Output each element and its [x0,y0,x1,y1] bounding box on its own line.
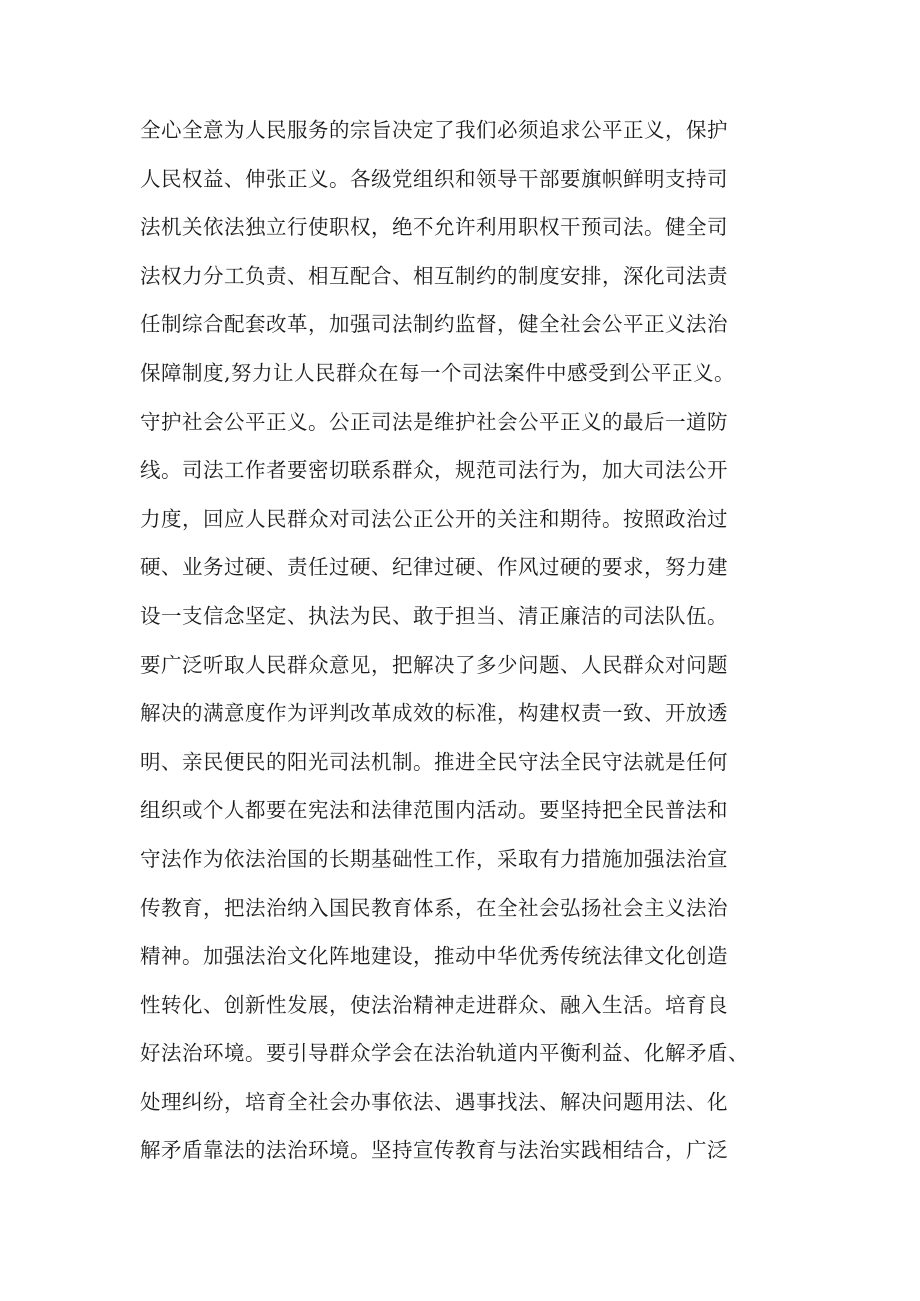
text-line: 全心全意为人民服务的宗旨决定了我们必须追求公平正义，保护 [140,118,728,142]
text-line: 好法治环境。要引导群众学会在法治轨道内平衡利益、化解矛盾、 [140,1041,749,1066]
text-line: 法权力分工负责、相互配合、相互制约的制度安排，深化司法责 [140,263,728,288]
text-line: 传教育，把法治纳入国民教育体系，在全社会弘扬社会主义法治 [140,895,728,920]
body-text [140,106,800,1175]
text-line: 力度，回应人民群众对司法公正公开的关注和期待。按照政治过 [140,506,728,531]
text-line: 精神。加强法治文化阵地建设，推动中华优秀传统法律文化创造 [140,944,728,969]
text-line: 处理纠纷，培育全社会办事依法、遇事找法、解决问题用法、化 [140,1089,728,1114]
text-line: 设一支信念坚定、执法为民、敢于担当、清正廉洁的司法队伍。 [140,603,728,628]
text-line: 硬、业务过硬、责任过硬、纪律过硬、作风过硬的要求，努力建 [140,555,728,580]
text-line: 守护社会公平正义。公正司法是维护社会公平正义的最后一道防 [140,409,728,434]
text-line: 人民权益、伸张正义。各级党组织和领导干部要旗帜鲜明支持司 [140,166,728,191]
text-line: 解决的满意度作为评判改革成效的标准，构建权责一致、开放透 [140,701,728,726]
text-line: 解矛盾靠法的法治环境。坚持宣传教育与法治实践相结合，广泛 [140,1138,728,1163]
text-line: 组织或个人都要在宪法和法律范围内活动。要坚持把全民普法和 [140,798,728,823]
text-line: 任制综合配套改革，加强司法制约监督，健全社会公平正义法治 [140,312,728,337]
text-line: 要广泛听取人民群众意见，把解决了多少问题、人民群众对问题 [140,652,728,677]
text-line: 线。司法工作者要密切联系群众，规范司法行为，加大司法公开 [140,458,728,483]
text-line: 法机关依法独立行使职权，绝不允许利用职权干预司法。健全司 [140,215,728,240]
text-line: 守法作为依法治国的长期基础性工作，采取有力措施加强法治宣 [140,846,728,871]
text-line: 保障制度,努力让人民群众在每一个司法案件中感受到公平正义。 [140,360,736,385]
text-line: 性转化、创新性发展，使法治精神走进群众、融入生活。培育良 [140,992,728,1017]
text-line: 明、亲民便民的阳光司法机制。推进全民守法全民守法就是任何 [140,749,728,774]
